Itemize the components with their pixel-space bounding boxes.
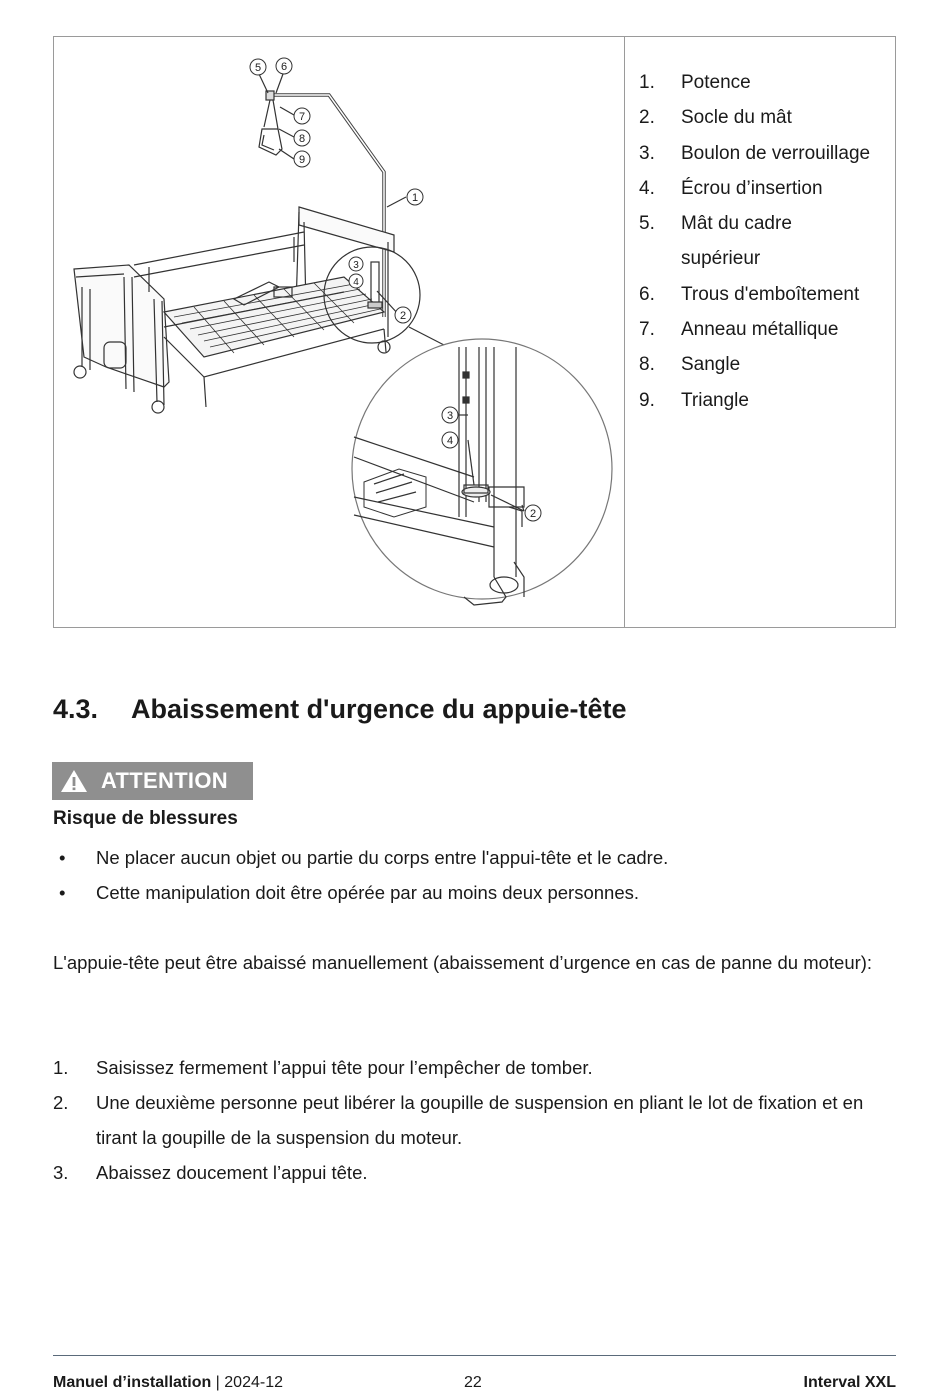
intro-paragraph: L'appuie-tête peut être abaissé manuellement (abaissement d’urgence en cas de panne du moteur): <box>53 952 873 973</box>
legend-item: 9. Triangle <box>639 389 749 411</box>
callout-3-small: 3 <box>353 260 359 271</box>
warning-bullets <box>53 840 896 910</box>
section-number: 4.3. <box>53 694 99 724</box>
attention-label: ATTENTION <box>101 768 228 793</box>
page-number: 22 <box>464 1374 482 1391</box>
legend-item: 7. Anneau métallique <box>639 319 839 341</box>
legend-item: 5. Mât du cadre supérieur <box>639 213 792 270</box>
bed-trapeze-drawing <box>54 37 625 627</box>
page-footer <box>53 1374 896 1392</box>
footer-manual: Manuel d’installation | 2024-12 <box>53 1374 283 1391</box>
callout-4-small: 4 <box>353 277 359 288</box>
callout-8: 8 <box>298 133 306 145</box>
callout-5: 5 <box>254 62 262 74</box>
bed-illustration <box>54 37 625 627</box>
callout-4-detail: 4 <box>446 435 454 447</box>
step-item: 1. Saisissez fermement l’appui tête pour l’empêcher de tomber. <box>53 1057 593 1078</box>
steps-list <box>53 1050 896 1190</box>
legend-item: 6. Trous d'emboîtement <box>639 283 860 305</box>
bullet-item: • Ne placer aucun objet ou partie du corps entre l'appui-tête et le cadre. <box>59 847 669 868</box>
step-item: 3. Abaissez doucement l’appui tête. <box>53 1162 368 1183</box>
legend-item: 3. Boulon de verrouillage <box>639 142 871 164</box>
callout-7: 7 <box>298 111 306 123</box>
section-heading <box>53 694 627 725</box>
risk-title: Risque de blessures <box>53 808 238 829</box>
legend-item: 4. Écrou d’insertion <box>639 177 823 199</box>
callout-9: 9 <box>298 154 306 166</box>
figure-legend <box>625 37 895 627</box>
legend-item: 2. Socle du mât <box>639 107 792 129</box>
figure-table <box>53 36 896 628</box>
footer-product: Interval XXL <box>803 1374 896 1391</box>
bullet-item: • Cette manipulation doit être opérée par au moins deux personnes. <box>59 882 640 903</box>
step-item: 2. Une deuxième personne peut libérer la goupille de suspension en pliant le lot de fixation et en tirant la goupille de la suspension du moteur. <box>53 1092 864 1148</box>
callout-6: 6 <box>280 61 288 73</box>
footer-divider <box>53 1355 896 1356</box>
attention-badge <box>52 762 253 800</box>
legend-item: 8. Sangle <box>639 354 741 376</box>
legend-item: 1. Potence <box>639 72 751 93</box>
callout-2-small: 2 <box>399 310 407 322</box>
callout-3-detail: 3 <box>446 410 454 422</box>
callout-2-detail: 2 <box>529 508 537 520</box>
warning-triangle-icon <box>60 768 88 794</box>
callout-1: 1 <box>411 192 419 204</box>
section-title: Abaissement d'urgence du appuie-tête <box>131 694 627 724</box>
